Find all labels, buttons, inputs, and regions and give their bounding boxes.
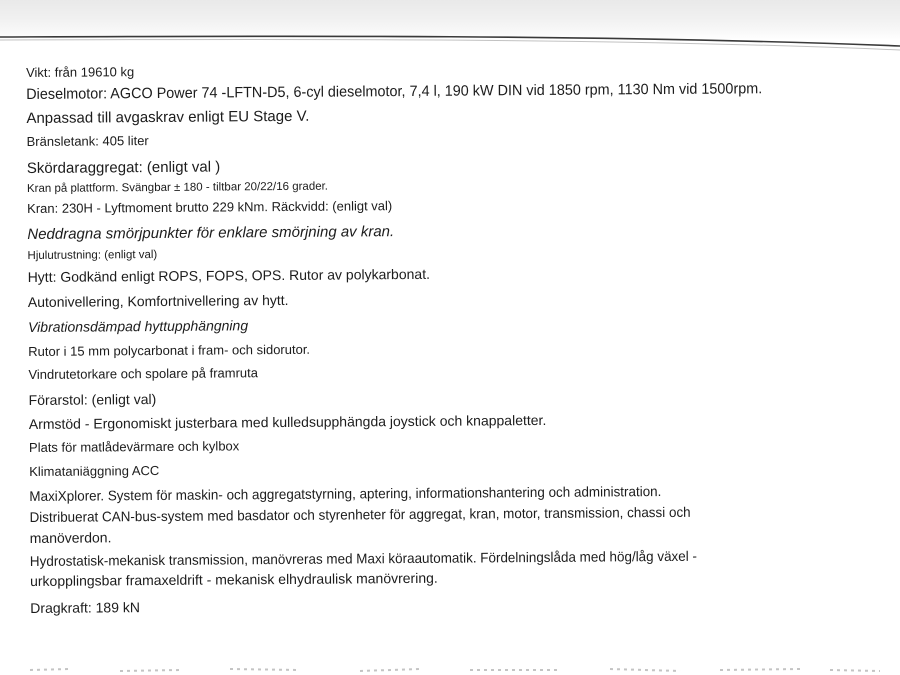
page-fold-line: [0, 24, 900, 64]
spec-line-wheels: Hjulutrustning: (enligt val): [27, 248, 158, 262]
spec-line-front-axle: urkopplingsbar framaxeldrift - mekanisk elhydraulisk manövrering.: [29, 569, 438, 589]
spec-line-transmission: Hydrostatisk-mekanisk transmission, manövreras med Maxi köraautomatik. Fördelningslåda med hög/låg växel -: [29, 547, 697, 569]
spec-line-armrest: Armstöd - Ergonomiskt justerbara med kulledsupphängda joystick och knappaletter.: [28, 411, 547, 432]
spec-line-cab: Hytt: Godkänd enligt ROPS, FOPS, OPS. Rutor av polykarbonat.: [27, 265, 431, 285]
spec-line-cab-suspension: Vibrationsdämpad hyttupphängning: [27, 317, 249, 335]
spec-line-crane-platform: Kran på plattform. Svängbar ± 180 - tiltbar 20/22/16 grader.: [26, 180, 329, 195]
spec-line-can-bus: Distribuerat CAN-bus-system med basdator och styrenheter för aggregat, kran, motor, transmission, chassi och: [29, 503, 691, 525]
spec-line-maxixplorer: MaxiXplorer. System för maskin- och aggregatstyrning, aptering, informationshantering och administration.: [29, 483, 662, 504]
scan-bottom-edge: [0, 664, 900, 675]
spec-line-climate: Klimataniäggning ACC: [29, 462, 160, 479]
spec-line-fuel-tank: Bränsletank: 405 liter: [26, 133, 149, 149]
spec-line-wipers: Vindrutetorkare och spolare på framruta: [28, 365, 259, 382]
spec-line-lunchbox: Plats för matlådevärmare och kylbox: [28, 438, 240, 455]
spec-line-windows: Rutor i 15 mm polycarbonat i fram- och sidorutor.: [28, 341, 311, 359]
spec-line-levelling: Autonivellering, Komfortnivellering av hytt.: [27, 291, 289, 310]
spec-line-lubrication: Neddragna smörjpunkter för enklare smörjning av kran.: [27, 223, 395, 243]
spec-line-engine: Dieselmotor: AGCO Power 74 -LFTN-D5, 6-cyl dieselmotor, 7,4 l, 190 kW DIN vid 1850 rpm, 1130 Nm vid 1500rpm.: [26, 80, 763, 103]
spec-line-controls: manöverdon.: [29, 529, 112, 546]
spec-line-seat: Förarstol: (enligt val): [28, 390, 157, 408]
spec-line-traction: Dragkraft: 189 kN: [30, 599, 141, 616]
spec-line-emissions: Anpassad till avgaskrav enligt EU Stage V.: [26, 107, 310, 127]
spec-line-weight: Vikt: från 19610 kg: [25, 64, 135, 80]
spec-line-crane: Kran: 230H - Lyftmoment brutto 229 kNm. Räckvidd: (enligt val): [27, 198, 393, 216]
spec-line-harvester-head: Skördaraggregat: (enligt val ): [26, 158, 221, 177]
